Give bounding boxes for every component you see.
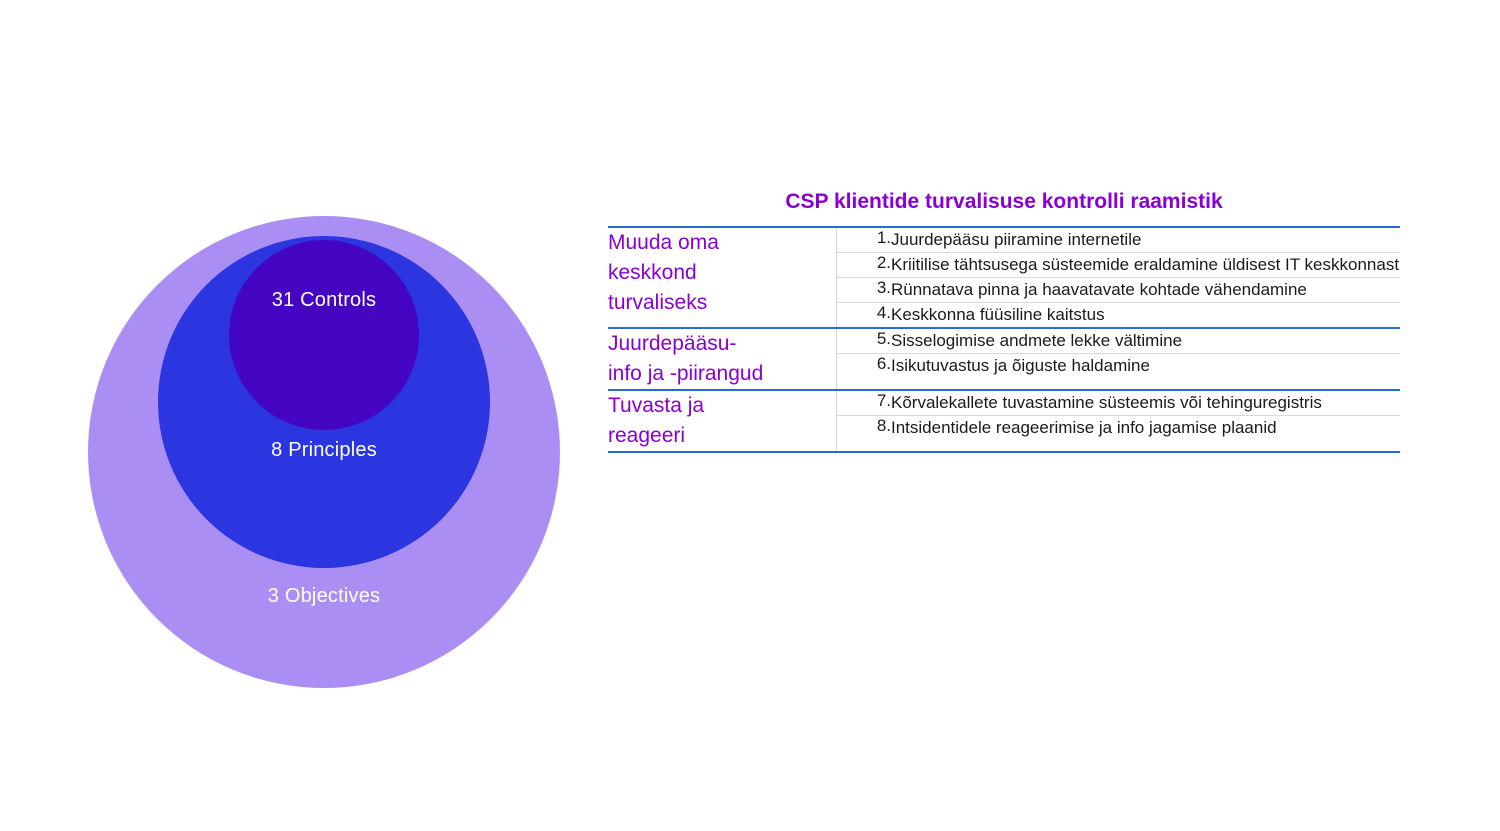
row-number: 2. — [837, 253, 891, 278]
circle-label-controls: 31 Controls — [271, 289, 377, 311]
group-rows-cell — [837, 390, 1401, 452]
table-row — [837, 303, 1400, 328]
row-text: Isikutuvastus ja õiguste haldamine — [891, 354, 1400, 379]
group-title-line: Juurdepääsu- — [608, 332, 737, 355]
row-number: 8. — [837, 416, 891, 441]
group-title-cell — [608, 227, 837, 328]
circle-controls — [229, 240, 419, 430]
control-list — [837, 391, 1400, 440]
framework-group — [608, 328, 1400, 390]
row-number: 6. — [837, 354, 891, 379]
table-row — [837, 354, 1400, 379]
group-title-line: reageeri — [608, 424, 686, 447]
row-number: 7. — [876, 391, 891, 410]
table-row — [837, 329, 1400, 354]
row-text: Kriitilise tähtsusega süsteemide eraldamine üldisest IT keskkonnast — [891, 253, 1400, 278]
framework-title: CSP klientide turvalisuse kontrolli raamistik — [785, 190, 1223, 213]
framework-group — [608, 390, 1400, 452]
row-text: Sisselogimise andmete lekke vältimine — [891, 331, 1183, 350]
circle-label-objectives: 3 Objectives — [267, 585, 381, 607]
group-title-line: Muuda oma — [608, 231, 719, 254]
group-title-line: turvaliseks — [608, 291, 708, 314]
table-row — [837, 391, 1400, 416]
framework-table — [608, 226, 1400, 453]
group-title-cell — [608, 390, 837, 452]
row-text: Rünnatava pinna ja haavatavate kohtade vähendamine — [891, 278, 1400, 303]
table-row — [837, 253, 1400, 278]
group-title-line: keskkond — [608, 261, 697, 284]
framework-group — [608, 227, 1400, 328]
row-number: 1. — [876, 228, 891, 247]
nested-circles-diagram — [88, 216, 560, 688]
control-list — [837, 228, 1400, 327]
row-text: Keskkonna füüsiline kaitstus — [891, 303, 1400, 328]
table-row — [837, 228, 1400, 253]
table-row — [837, 416, 1400, 441]
circle-label-principles: 8 Principles — [271, 439, 377, 461]
group-title-line: Tuvasta ja — [608, 394, 705, 417]
row-number: 5. — [876, 329, 891, 348]
row-text: Kõrvalekallete tuvastamine süsteemis või tehinguregistris — [891, 393, 1322, 412]
row-number: 4. — [837, 303, 891, 328]
row-number: 3. — [837, 278, 891, 303]
control-list — [837, 329, 1400, 378]
group-title-cell — [608, 328, 837, 390]
row-text: Juurdepääsu piiramine internetile — [891, 230, 1142, 249]
group-title-line: info ja -piirangud — [608, 362, 764, 385]
row-text: Intsidentidele reageerimise ja info jagamise plaanid — [891, 416, 1400, 441]
table-row — [837, 278, 1400, 303]
framework-panel — [608, 190, 1400, 453]
group-rows-cell — [837, 328, 1401, 390]
group-rows-cell — [837, 227, 1401, 328]
